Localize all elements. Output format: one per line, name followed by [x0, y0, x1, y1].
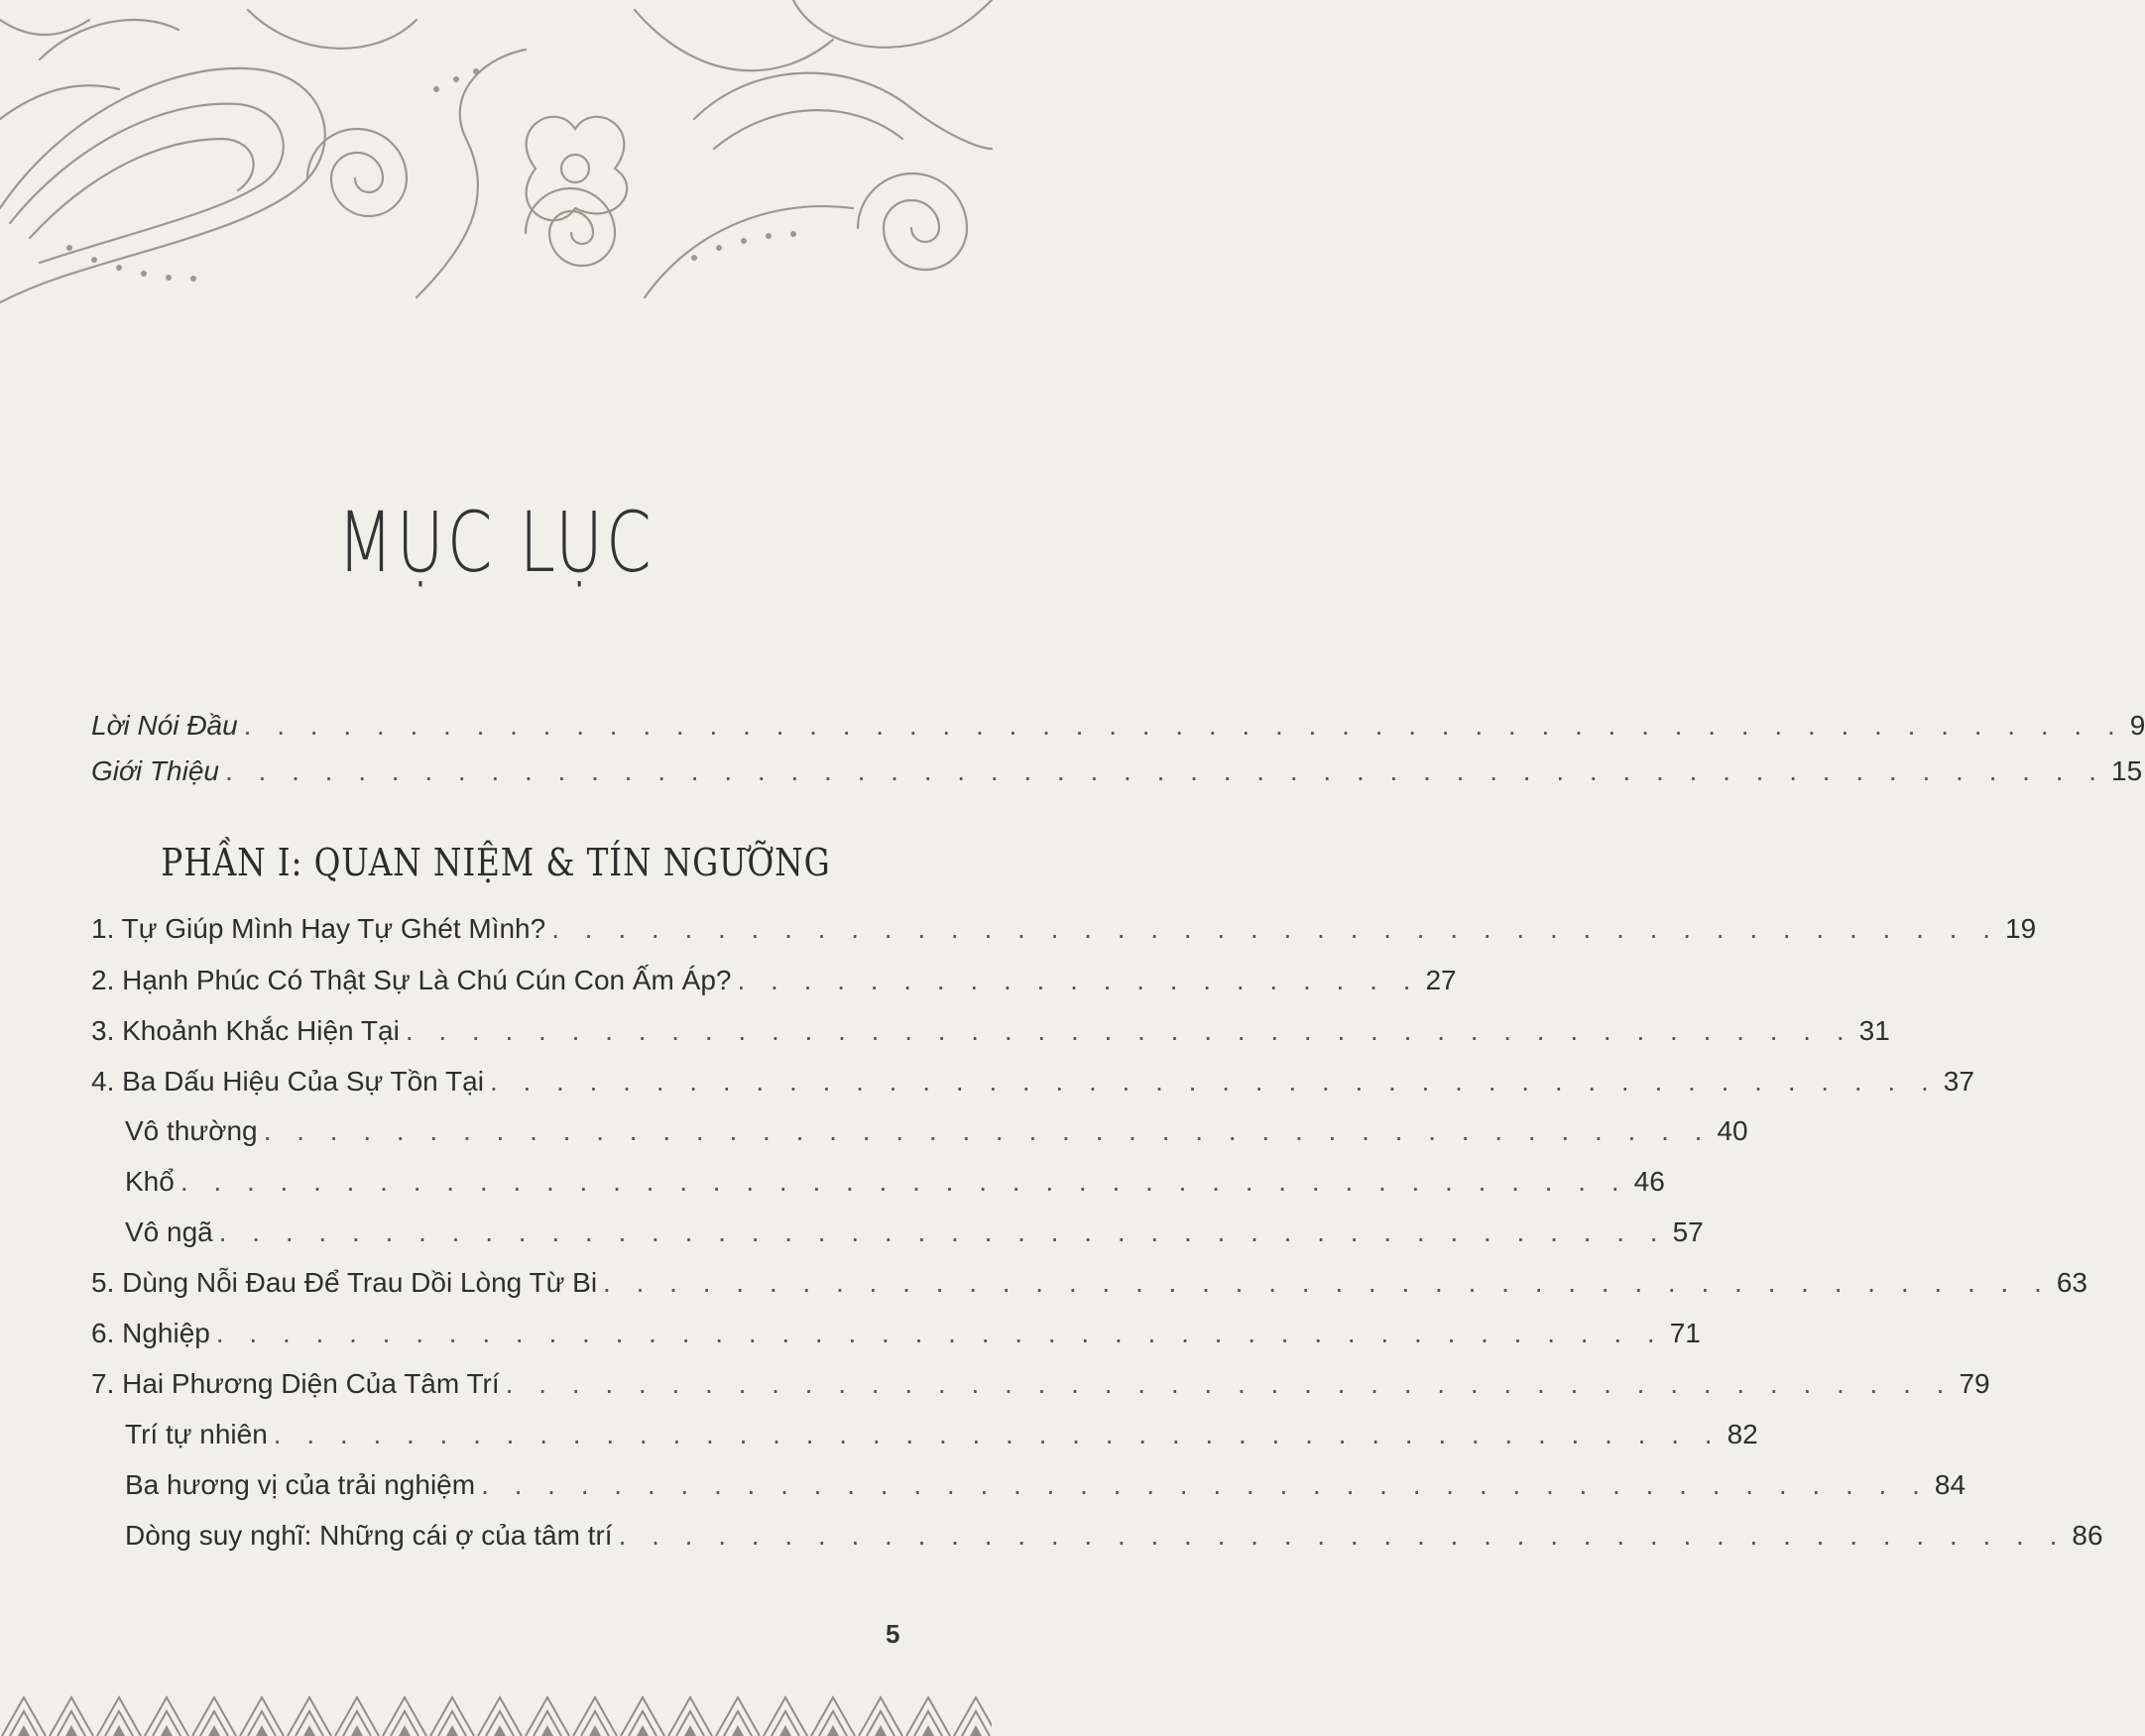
- toc-entry-page: 37: [1943, 1066, 1974, 1097]
- dot-leader: . . . . . . . . . . . . . . . . . . . . . . . . . . . . . . . . . . . . . . . . . . . .: [603, 1267, 2051, 1298]
- toc-entry-label: Lời Nói Đầu: [91, 710, 238, 741]
- toc-entry-label: 1. Tự Giúp Mình Hay Tự Ghét Mình?: [91, 913, 546, 944]
- toc-subentry[interactable]: [125, 1516, 2103, 1556]
- dot-leader: . . . . . . . . . . . . . . . . . . . . . . . . . . . . . . . . . . . . . . . . . . . . . . . . . . . . . . . . .: [224, 755, 2106, 786]
- toc-subentry[interactable]: [125, 1111, 1748, 1151]
- dot-leader: . . . . . . . . . . . . . . . . . . . . . . . . . . . . . . . . . . . . . . . . . . . .: [505, 1368, 1954, 1399]
- toc-entry-label: Khổ: [125, 1166, 175, 1197]
- toc-entry-label: 4. Ba Dấu Hiệu Của Sự Tồn Tại: [91, 1066, 484, 1097]
- toc-subentry[interactable]: [125, 1213, 1704, 1252]
- toc-entry[interactable]: [91, 1263, 2088, 1303]
- toc-entry-label: Vô ngã: [125, 1216, 213, 1247]
- dot-leader: . . . . . . . . . . . . . . . . . . . . . . . . . . . . . . . . . . . . . . . . . . . .: [263, 1115, 1712, 1146]
- dot-leader: . . . . . . . . . . . . . . . . . . . . . . . . . . . . . . . . . . . . . . . . . . . . . . . . . . . . . . . . .: [243, 710, 2124, 741]
- dot-leader: . . . . . . . . . . . . . . . . . . . . . . . . . . . . . . . . . . . . . . . . . . . .: [489, 1066, 1938, 1097]
- toc-entry-page: 19: [2005, 913, 2037, 944]
- top-paisley-ornament: [0, 0, 992, 312]
- toc-entry-label: Giới Thiệu: [91, 755, 219, 786]
- toc-entry-page: 84: [1934, 1469, 1966, 1500]
- toc-entry-label: 6. Nghiệp: [91, 1318, 210, 1348]
- toc-entry-label: 3. Khoảnh Khắc Hiện Tại: [91, 1015, 400, 1046]
- dot-leader: . . . . . . . . . . . . . . . . . . . . . . . . . . . . . . . . . . . . . . . . . . . .: [551, 913, 2000, 944]
- toc-entry-page: 40: [1717, 1115, 1748, 1146]
- page-number: 5: [886, 1619, 900, 1649]
- toc-entry[interactable]: [91, 909, 2037, 949]
- toc-entry-label: 7. Hai Phương Diện Của Tâm Trí: [91, 1368, 500, 1399]
- toc-entry-page: 27: [1425, 965, 1457, 995]
- toc-entry-label: Dòng suy nghĩ: Những cái ợ của tâm trí: [125, 1520, 613, 1551]
- bottom-border-ornament: [0, 1685, 992, 1736]
- dot-leader: . . . . . . . . . . . . . . . . . . . . . . . . . . . . . . . . . . . . . . . . . . . .: [405, 1015, 1853, 1046]
- toc-entry-label: 5. Dùng Nỗi Đau Để Trau Dồi Lòng Từ Bi: [91, 1267, 598, 1298]
- part-heading: PHẦN I: QUAN NIỆM & TÍN NGƯỠNG: [161, 841, 831, 884]
- toc-subentry[interactable]: [125, 1415, 1758, 1454]
- toc-entry-label: Trí tự nhiên: [125, 1419, 268, 1449]
- toc-subentry[interactable]: [125, 1465, 1966, 1505]
- toc-entry[interactable]: [91, 1011, 1890, 1051]
- toc-entry-page: 9: [2129, 710, 2145, 741]
- toc-entry-page: 71: [1669, 1318, 1701, 1348]
- dot-leader: . . . . . . . . . . . . . . . . . . . . . . . . . . . . . . . . . . . . . . . . . . . .: [218, 1216, 1667, 1247]
- toc-subentry[interactable]: [125, 1162, 1665, 1202]
- toc-entry-label: 2. Hạnh Phúc Có Thật Sự Là Chú Cún Con Ấm Áp?: [91, 965, 732, 995]
- toc-entry-page: 15: [2111, 755, 2143, 786]
- toc-entry-page: 31: [1858, 1015, 1890, 1046]
- dot-leader: . . . . . . . . . . . . . . . . . . . . . . . . . . . . . . . . . . . . . . . . . . . .: [273, 1419, 1722, 1449]
- toc-entry[interactable]: [91, 1062, 1974, 1101]
- toc-entry-label: Ba hương vị của trải nghiệm: [125, 1469, 476, 1500]
- toc-entry[interactable]: [91, 961, 1457, 1000]
- dot-leader: . . . . . . . . . . . . . . . . . . . . . . . . . . . . . . . . . . . . . . . . . . . .: [481, 1469, 1929, 1500]
- toc-entry-page: 46: [1633, 1166, 1665, 1197]
- dot-leader: . . . . . . . . . . . . . . . . . . . . . . . . . . . . . . . . . . . . . . . . . . . .: [618, 1520, 2067, 1551]
- page-title: MỤC LỤC: [337, 494, 655, 591]
- toc-entry-foreword[interactable]: [91, 706, 2145, 746]
- toc-entry-label: Vô thường: [125, 1115, 258, 1146]
- toc-entry-introduction[interactable]: [91, 752, 2143, 791]
- toc-entry-page: 63: [2056, 1267, 2088, 1298]
- dot-leader: . . . . . . . . . . . . . . . . . . . . . . . . . . . . . . . . . . . . . . . . . . . .: [215, 1318, 1664, 1348]
- toc-entry-page: 79: [1959, 1368, 1990, 1399]
- toc-entry[interactable]: [91, 1364, 1990, 1404]
- toc-entry-page: 57: [1672, 1216, 1704, 1247]
- toc-entry-page: 86: [2072, 1520, 2103, 1551]
- dot-leader: . . . . . . . . . . . . . . . . . . . . . . . . . . . . . . . . . . . . . . . . . . . .: [179, 1166, 1628, 1197]
- dot-leader: . . . . . . . . . . . . . . . . . . . . .: [737, 965, 1420, 995]
- toc-entry[interactable]: [91, 1314, 1701, 1353]
- toc-entry-page: 82: [1727, 1419, 1758, 1449]
